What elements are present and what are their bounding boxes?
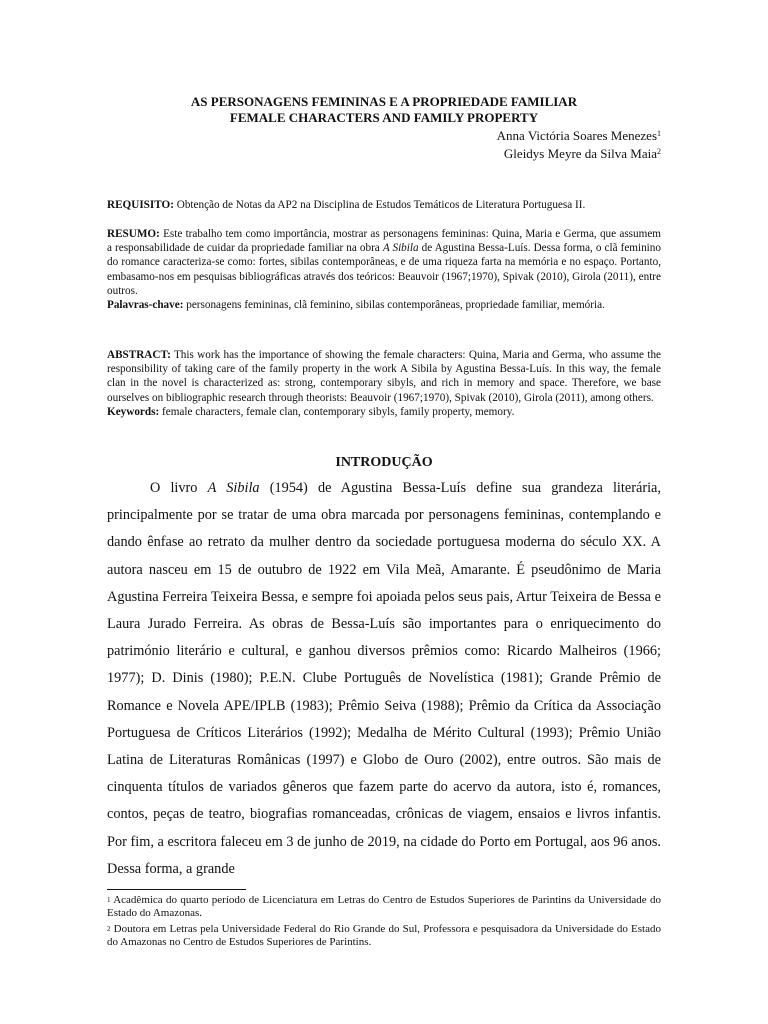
footnote-2-mark: 2 <box>107 925 111 933</box>
resumo-work-title: A Sibila <box>382 242 419 255</box>
requisito-paragraph <box>107 198 661 212</box>
footnote-2-text: Doutora em Letras pela Universidade Federal do Rio Grande do Sul, Professora e pesquisadora da Universidade do Estado do Amazonas no Centro de Estudos Superiores de Parintins. <box>107 923 661 949</box>
requisito-text: Obtenção de Notas da AP2 na Disciplina de Estudos Temáticos de Literatura Portuguesa II. <box>173 199 586 211</box>
keywords-text: female characters, female clan, contemporary sibyls, family property, memory. <box>159 405 515 418</box>
author-2 <box>504 146 661 162</box>
resumo-block <box>107 227 661 312</box>
title-portuguese: AS PERSONAGENS FEMININAS E A PROPRIEDADE FAMILIAR <box>190 94 578 109</box>
abstract-block <box>107 348 661 419</box>
abstract-text: This work has the importance of showing the female characters: Quina, Maria and Germa, who assume the responsibility of taking care of the family property in the work A Sibila by Agustina Bessa-Luís. In this way, the female clan in the novel is characterized as: strong, contemporary sibyls, and rich in memory and space. Therefore, we base ourselves on bibliographic research through theorists: Beauvoir (1967;1970), Spivak (2010), Girola (2011), among others. <box>107 349 661 404</box>
palavras-chave-text: personagens femininas, clã feminino, sibilas contemporâneas, propriedade familiar, memória. <box>183 299 605 312</box>
resumo-text-after: de Agustina Bessa-Luís. Dessa forma, o clã feminino do romance caracteriza-se como: fortes, sibilas contemporâneas, e de uma riqueza farta na memória e no espaço. Portanto, embasamo-nos em pesquisas bibliográficas através dos teóricos: Beauvoir (1967;1970), Spivak (2010), Girola (2011), entre outros. <box>107 242 661 297</box>
abstract-label: ABSTRACT: <box>107 349 171 361</box>
author-1-name: Anna Victória Soares Menezes <box>496 128 657 143</box>
introduction-paragraph <box>107 475 661 883</box>
palavras-chave-label: Palavras-chave: <box>107 299 184 312</box>
author-1 <box>497 128 661 144</box>
requisito-label: REQUISITO: <box>107 199 174 211</box>
resumo-text-before: Este trabalho tem como importância, mostrar as personagens femininas: Quina, Maria e Germa, que assumem a responsabilidade de cuidar da propriedade familiar na obra <box>107 228 661 255</box>
resumo-paragraph <box>107 227 661 298</box>
author-1-footnote-mark: 1 <box>657 129 661 138</box>
intro-work-title: A Sibila <box>207 480 260 496</box>
palavras-chave-paragraph <box>107 298 661 312</box>
resumo-label: RESUMO: <box>107 228 160 240</box>
title-english: FEMALE CHARACTERS AND FAMILY PROPERTY <box>229 110 539 125</box>
abstract-paragraph <box>107 348 661 405</box>
footnote-2 <box>107 923 661 950</box>
footnote-1 <box>107 894 661 921</box>
intro-text-after: (1954) de Agustina Bessa-Luís define sua grandeza literária, principalmente por se tratar de uma obra marcada por personagens femininas, contemplando e dando ênfase ao retrato da mulher dentro da sociedade portuguesa moderna do século XX. A autora nasceu em 15 de outubro de 1922 em Vila Meã, Amarante. É pseudônimo de Maria Agustina Ferreira Teixeira Bessa, e sempre foi apoiada pelos seus pais, Artur Teixeira de Bessa e Laura Jurado Ferreira. As obras de Bessa-Luís são importantes para o enriquecimento do património literário e cultural, e ganhou diversos prêmios como: Ricardo Malheiros (1966; 1977); D. Dinis (1980); P.E.N. Clube Português de Novelística (1981); Grande Prêmio de Romance e Novela APE/IPLB (1983); Prêmio Seiva (1988); Prêmio da Crítica da Associação Portuguesa de Críticos Literários (1992); Medalha de Mérito Cultural (1993); Prêmio União Latina de Literaturas Românicas (1997) e Globo de Ouro (2002), entre outros. São mais de cinquenta títulos de variados gêneros que fazem parte do acervo da autora, isto é, romances, contos, peças de teatro, biografias romanceadas, crônicas de viagem, ensaios e livros infantis. Por fim, a escritora faleceu em 3 de junho de 2019, na cidade do Porto em Portugal, aos 96 anos. Dessa forma, a grande <box>107 480 661 877</box>
footnote-1-text: Acadêmica do quarto período de Licenciatura em Letras do Centro de Estudos Superiores de Parintins da Universidade do Estado do Amazonas. <box>107 894 661 920</box>
author-2-footnote-mark: 2 <box>657 147 661 156</box>
footnote-separator <box>107 889 246 890</box>
section-heading-introducao: INTRODUÇÃO <box>335 455 433 470</box>
intro-text-before: O livro <box>150 480 208 496</box>
author-2-name: Gleidys Meyre da Silva Maia <box>503 146 657 161</box>
keywords-label: Keywords: <box>107 405 160 418</box>
introduction-body <box>107 475 661 883</box>
footnote-1-mark: 1 <box>107 896 111 904</box>
keywords-paragraph <box>107 405 661 419</box>
